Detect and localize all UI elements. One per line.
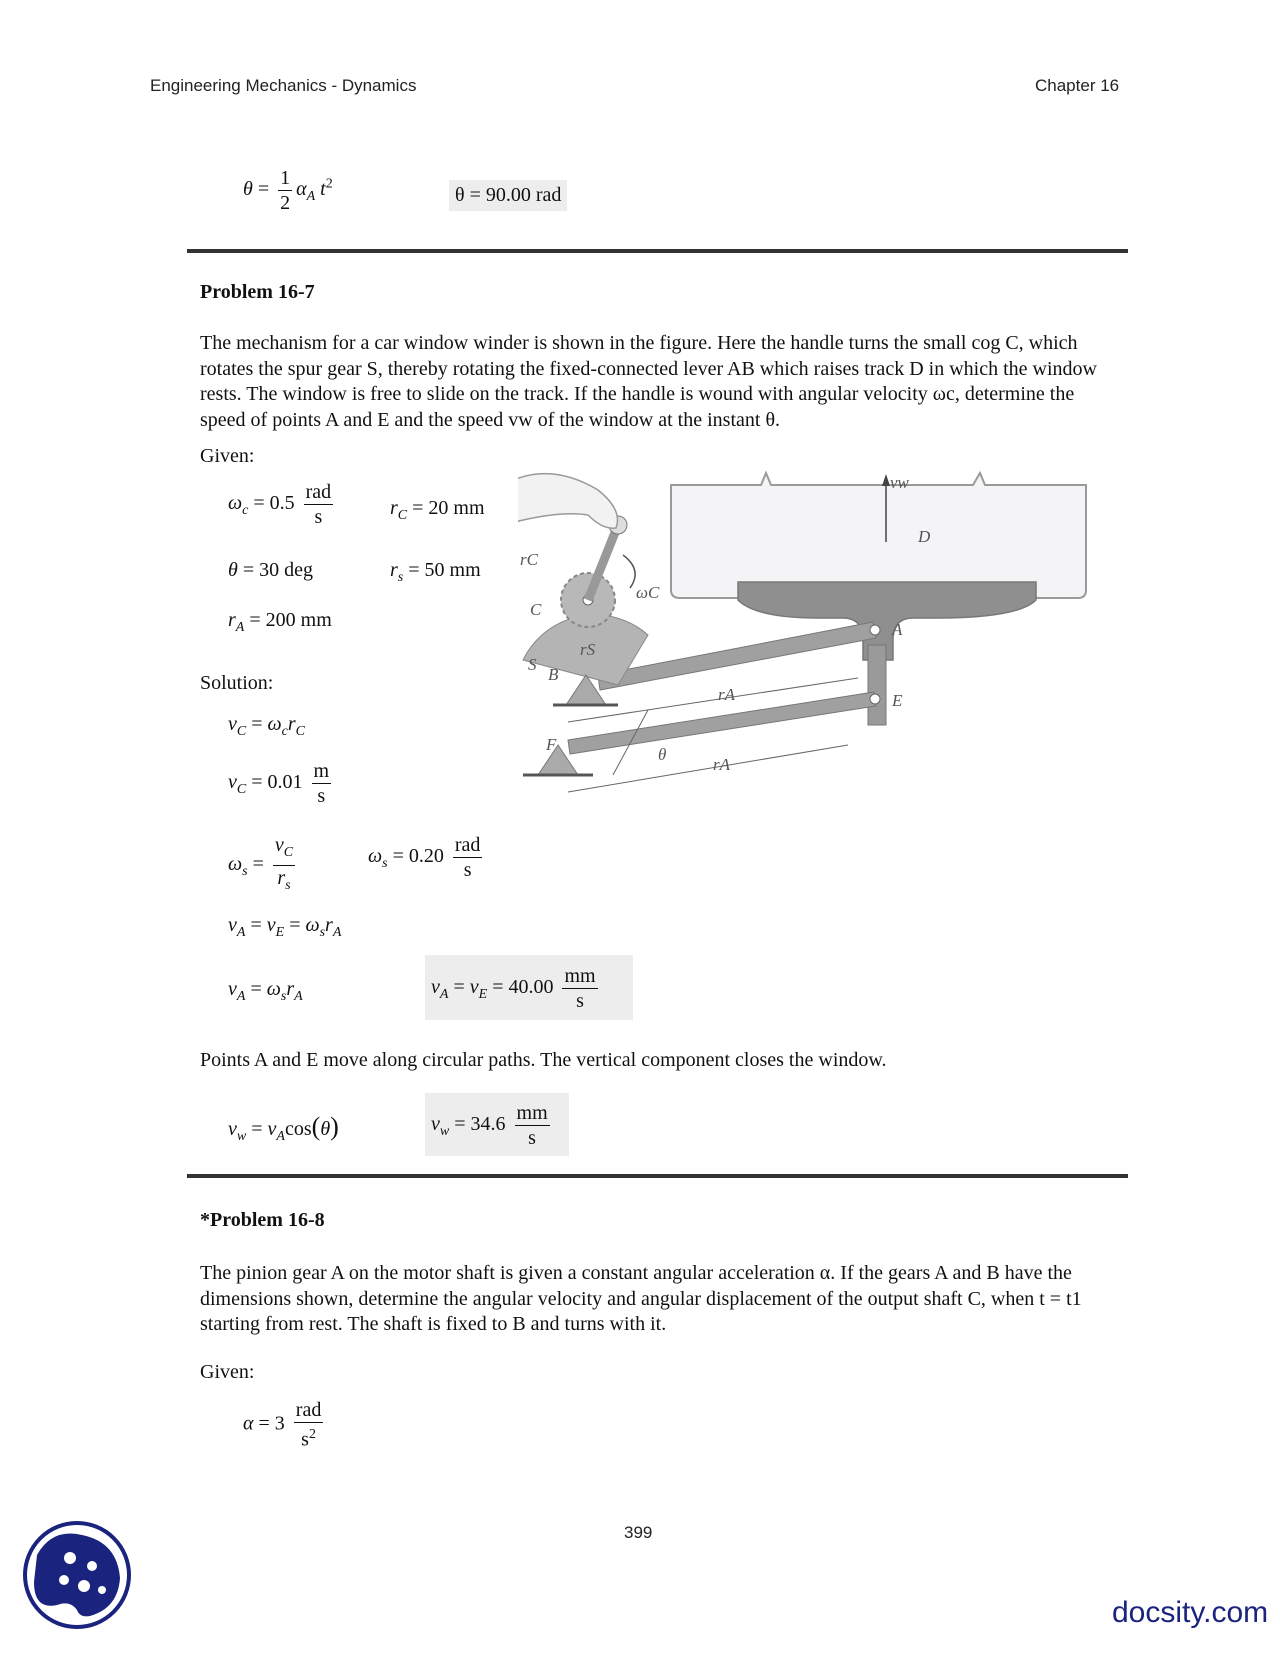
fig-label-f: F	[546, 735, 557, 754]
fig-label-ra-upper: rA	[718, 685, 735, 704]
vw-arrowhead	[882, 474, 890, 486]
given-label: Given:	[200, 445, 255, 467]
omega-c-arrow	[623, 555, 635, 588]
vc-formula: $v_C = \omega_cr_C$	[228, 713, 305, 739]
docsity-brand[interactable]: docsity.com	[1112, 1596, 1269, 1629]
fig-label-omegac: ωC	[636, 583, 660, 602]
header-chapter: Chapter 16	[1035, 76, 1120, 95]
pin-a	[870, 625, 880, 635]
circular-path-note: Points A and E move along circular paths. The vertical component closes the window.	[200, 1049, 887, 1071]
fig-label-vw: vw	[890, 473, 909, 492]
va-ve-formula: $v_A = v_E = \omega_sr_A$	[228, 914, 342, 940]
dim-ra-lower	[568, 745, 848, 792]
docsity-logo-icon	[22, 1520, 132, 1630]
solution-label: Solution:	[200, 672, 274, 694]
problem-statement: The mechanism for a car window winder is shown in the figure. Here the handle turns the small cog C, which rotates the spur gear S, thereby rotating the fixed-connected lever AB which raises track D in which the window rests. The window is free to slide on the track. If the handle is wound with angular velocity ωc, determine the speed of points A and E and the speed vw of the window at the instant θ.	[200, 332, 1097, 431]
theta-result: θ = 90.00 rad	[449, 180, 567, 211]
given-label: Given:	[200, 1361, 255, 1383]
fig-label-s: S	[528, 655, 537, 674]
window-winder-figure	[518, 470, 1093, 855]
alpha-given: α = 3 $\frac{\text{rad}}{s^2}$	[243, 1399, 322, 1451]
header-title: Engineering Mechanics - Dynamics	[150, 76, 417, 95]
fig-label-ra-lower: rA	[713, 755, 730, 774]
fig-label-e: E	[892, 691, 903, 710]
section-divider	[187, 1174, 1128, 1178]
fig-label-d: D	[918, 527, 931, 546]
vc-value: $v_C = 0.01$ $\frac{m}{s}$	[228, 760, 330, 807]
r-s-given: $r_s = 50$ mm	[390, 559, 481, 585]
section-divider	[187, 249, 1128, 253]
theta-given: θ = 30 deg	[228, 559, 313, 581]
problem-statement: The pinion gear A on the motor shaft is given a constant angular acceleration α. If the gears A and B have the dimensions shown, determine the angular velocity and angular displacement of the output shaft C, when t = t1 starting from rest. The shaft is fixed to B and turns with it.	[200, 1262, 1082, 1335]
pin-e	[870, 694, 880, 704]
window-pane	[671, 473, 1086, 598]
fig-label-rc: rC	[520, 550, 538, 569]
fig-label-c: C	[530, 600, 542, 619]
omega-s-value: $\omega_s = 0.20$ $\frac{\text{rad}}{s}$	[368, 834, 481, 881]
fig-label-b: B	[548, 665, 559, 684]
fig-label-a: A	[892, 620, 903, 639]
r-c-given: $r_C = 20$ mm	[390, 497, 485, 523]
omega-c-given: $\omega_c = 0.5$ $\frac{\text{rad}}{s}$	[228, 481, 332, 528]
problem-title: *Problem 16-8	[200, 1209, 325, 1231]
omega-s-formula: $\omega_s$ = $\frac{v_C}{r_s}$	[228, 834, 294, 893]
page-number: 399	[624, 1523, 653, 1542]
va-result: $v_A = v_E = 40.00$ $\frac{mm}{s}$	[425, 955, 633, 1020]
hand	[518, 474, 618, 529]
va-formula: $v_A = \omega_sr_A$	[228, 978, 303, 1004]
theta-equation: θ = $\frac{1}{2}$ $\alpha_A$ $t^2$	[243, 167, 333, 214]
vw-result: $v_w = 34.6$ $\frac{mm}{s}$	[425, 1093, 569, 1156]
r-a-given: $r_A = 200$ mm	[228, 609, 332, 635]
vw-formula: $v_w = v_A\cos(\theta)$	[228, 1112, 339, 1144]
fig-label-rs: rS	[580, 640, 596, 659]
fig-label-theta: θ	[658, 745, 667, 764]
problem-title: Problem 16-7	[200, 281, 315, 303]
lifter-bar	[868, 645, 886, 725]
